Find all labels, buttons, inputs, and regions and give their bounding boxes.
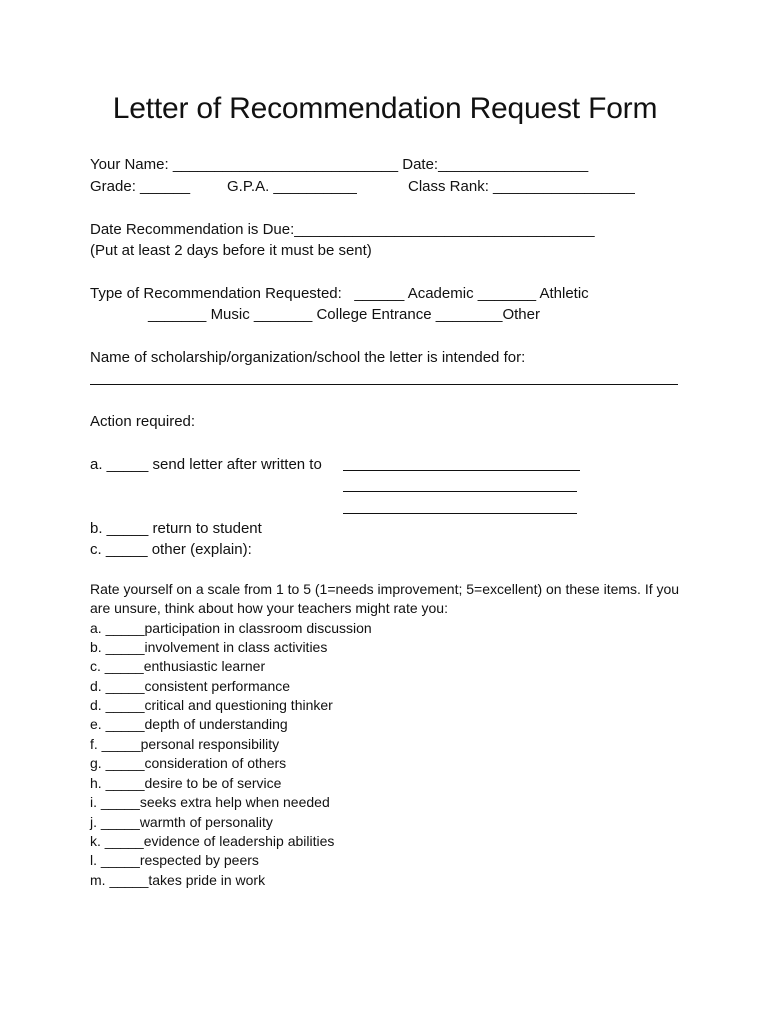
rec-type-line-1: Type of Recommendation Requested: ______ Academic _______ Athletic [90,285,589,302]
action-c: c. _____ other (explain): [90,541,252,558]
action-a: a. _____ send letter after written to [90,456,322,473]
rate-item: j. _____warmth of personality [90,814,273,830]
rate-item: m. _____takes pride in work [90,872,266,888]
name-date-line: Your Name: ___________________________ Date:__________________ [90,156,589,173]
scholarship-prompt: Name of scholarship/organization/school the letter is intended for: [90,349,526,366]
rate-item: e. _____depth of understanding [90,716,288,732]
grade-field: Grade: ______ [90,178,191,195]
rate-item: a. _____participation in classroom discussion [90,620,372,636]
rate-item: c. _____enthusiastic learner [90,658,266,674]
rate-item: l. _____respected by peers [90,852,259,868]
rate-intro-line-1: Rate yourself on a scale from 1 to 5 (1=needs improvement; 5=excellent) on these items. If you [90,581,680,597]
scholarship-answer-line [90,384,678,385]
page-title: Letter of Recommendation Request Form [112,92,658,125]
rate-item: h. _____desire to be of service [90,775,282,791]
rate-item: f. _____personal responsibility [90,736,280,752]
rate-item: b. _____involvement in class activities [90,639,328,655]
date-due-note: (Put at least 2 days before it must be sent) [90,242,372,259]
rate-item: g. _____consideration of others [90,755,287,771]
action-required-label: Action required: [90,413,196,430]
address-line-1 [343,470,580,471]
class-rank-field: Class Rank: _________________ [408,178,635,195]
date-due-field: Date Recommendation is Due:____________________________________ [90,221,595,238]
action-b: b. _____ return to student [90,520,262,537]
rate-intro-line-2: are unsure, think about how your teachers might rate you: [90,600,448,616]
rate-item: d. _____consistent performance [90,678,291,694]
rate-item: i. _____seeks extra help when needed [90,794,330,810]
address-line-2 [343,491,577,492]
gpa-field: G.P.A. __________ [227,178,357,195]
rec-type-line-2: _______ Music _______ College Entrance ________Other [148,306,540,323]
address-line-3 [343,513,577,514]
rate-item: k. _____evidence of leadership abilities [90,833,335,849]
rate-item: d. _____critical and questioning thinker [90,697,333,713]
